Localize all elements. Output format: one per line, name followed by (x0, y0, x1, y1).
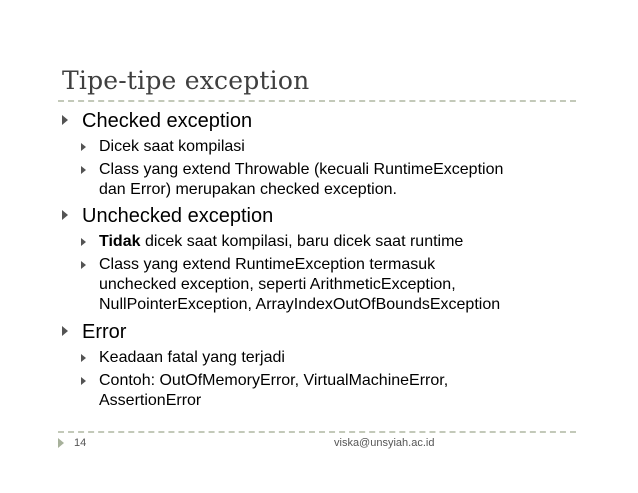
sub-bullet-arrow-icon (81, 238, 86, 246)
sub-bullet-arrow-icon (81, 354, 86, 362)
footer-divider (58, 431, 576, 433)
footer-marker-icon (58, 438, 64, 448)
list-item: Contoh: OutOfMemoryError, VirtualMachineError, (99, 372, 449, 389)
footer-email: viska@unsyiah.ac.id (334, 437, 435, 449)
list-item-continuation: unchecked exception, seperti ArithmeticException, (99, 276, 456, 293)
title-divider (58, 100, 576, 102)
emphasis-text: Tidak (99, 233, 141, 250)
sub-bullet-arrow-icon (81, 377, 86, 385)
slide-title: Tipe-tipe exception (62, 66, 310, 95)
list-item-continuation: dan Error) merupakan checked exception. (99, 181, 397, 198)
list-item-text: dicek saat kompilasi, baru dicek saat runtime (144, 233, 464, 250)
list-item-continuation: NullPointerException, ArrayIndexOutOfBoundsException (99, 296, 501, 313)
bullet-arrow-icon (62, 115, 68, 125)
list-item (99, 232, 463, 252)
sub-bullet-arrow-icon (81, 261, 86, 269)
bullet-arrow-icon (62, 326, 68, 336)
page-number: 14 (74, 437, 87, 449)
sub-bullet-arrow-icon (81, 143, 86, 151)
section-heading-error: Error (82, 321, 127, 343)
section-heading-unchecked: Unchecked exception (82, 205, 274, 227)
section-heading-checked: Checked exception (82, 110, 253, 132)
sub-bullet-arrow-icon (81, 166, 86, 174)
list-item-continuation: AssertionError (99, 392, 202, 409)
list-item: Keadaan fatal yang terjadi (99, 349, 285, 366)
list-item: Dicek saat kompilasi (99, 138, 245, 155)
list-item: Class yang extend Throwable (kecuali RuntimeException (99, 161, 504, 178)
list-item: Class yang extend RuntimeException termasuk (99, 256, 436, 273)
bullet-arrow-icon (62, 210, 68, 220)
